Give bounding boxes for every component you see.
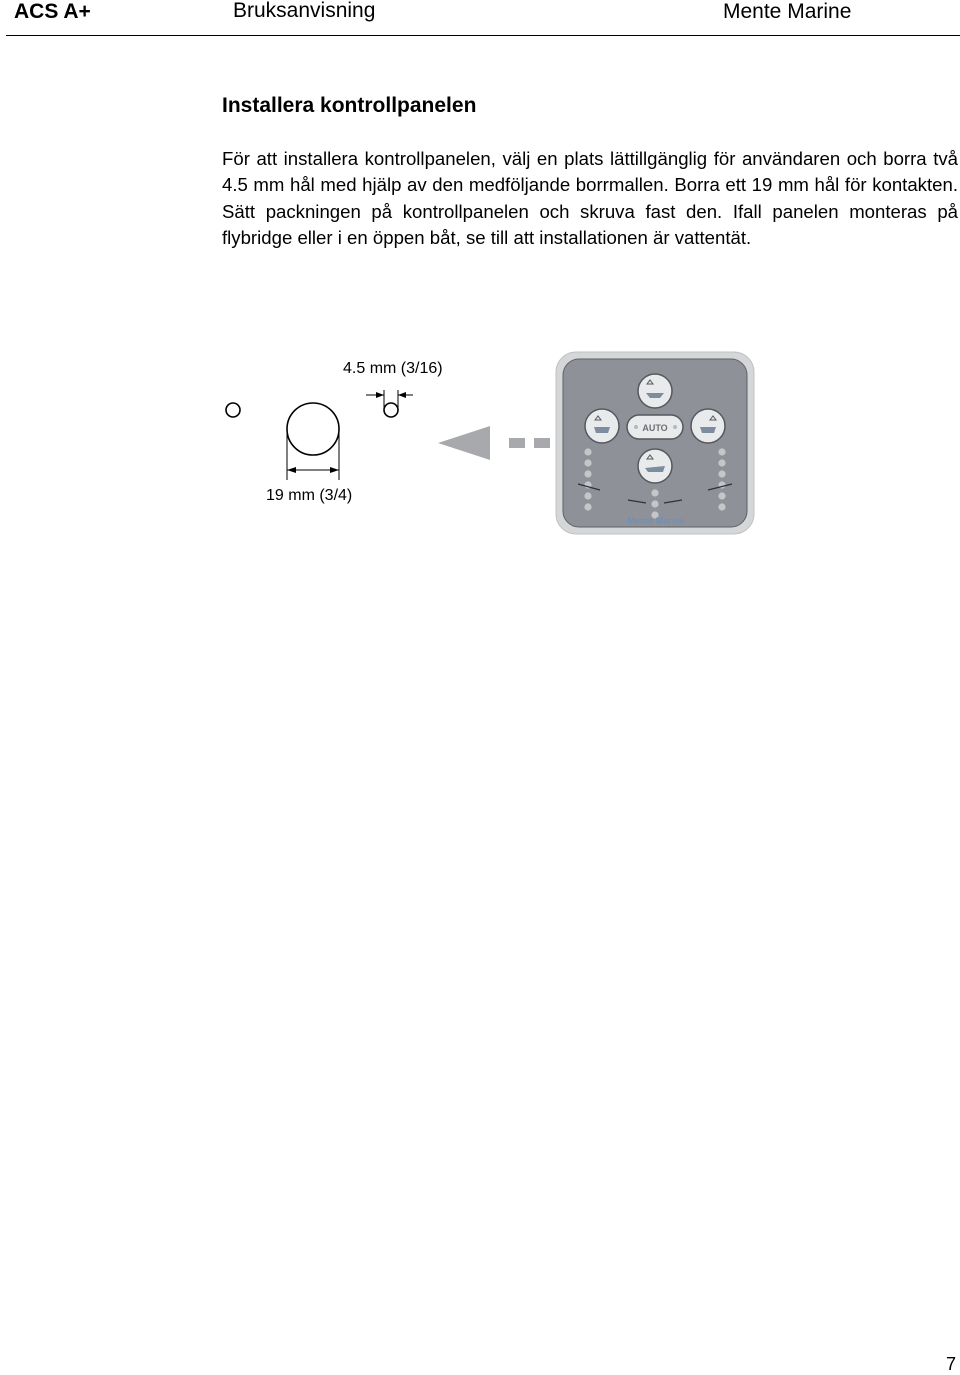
starboard-trim-button bbox=[691, 409, 725, 443]
company-name: Mente Marine bbox=[723, 0, 852, 23]
section-title: Installera kontrollpanelen bbox=[222, 94, 477, 117]
page-number: 7 bbox=[945, 1354, 956, 1374]
boat-starboard-icon bbox=[700, 427, 716, 433]
product-name: ACS A+ bbox=[14, 0, 91, 23]
dim-small-arrow-right bbox=[398, 392, 406, 398]
stern-button bbox=[638, 449, 672, 483]
port-trim-button bbox=[585, 409, 619, 443]
dim-arrow-large-left bbox=[287, 467, 296, 473]
dim-small-arrow-left bbox=[376, 392, 384, 398]
document-type: Bruksanvisning bbox=[233, 0, 376, 22]
screw-hole-right bbox=[384, 403, 398, 417]
auto-led-left bbox=[634, 425, 638, 429]
connector-hole bbox=[287, 403, 339, 455]
large-hole-dimension-label: 19 mm (3/4) bbox=[266, 487, 353, 504]
direction-arrow-dash-2 bbox=[534, 438, 550, 448]
dim-arrow-large-right bbox=[330, 467, 339, 473]
panel-brand-logo: Mente Marine bbox=[627, 516, 685, 526]
installation-figure bbox=[0, 340, 960, 550]
control-panel bbox=[556, 352, 754, 534]
page-header bbox=[0, 0, 960, 36]
bow-button bbox=[638, 374, 672, 408]
drilling-diagram bbox=[0, 340, 960, 550]
auto-button-label: AUTO bbox=[642, 423, 668, 433]
boat-port-icon bbox=[594, 427, 610, 433]
direction-arrow-head bbox=[438, 426, 490, 460]
screw-hole-left bbox=[226, 403, 240, 417]
auto-led-right bbox=[673, 425, 677, 429]
small-hole-dimension-label: 4.5 mm (3/16) bbox=[343, 360, 443, 377]
section-paragraph: För att installera kontrollpanelen, välj en plats lättillgänglig för användaren och borra två 4.5 mm hål med hjälp av den medföljande borrmallen. Borra ett 19 mm hål för kontakten. Sätt packningen på kontrollpanelen och skruva fast den. Ifall panelen monteras på flybridge eller i en öppen båt, se till att installationen är vattentät. bbox=[222, 148, 958, 248]
header-rule bbox=[6, 35, 960, 36]
led-column-center bbox=[651, 489, 658, 518]
direction-arrow-dash-1 bbox=[509, 438, 525, 448]
